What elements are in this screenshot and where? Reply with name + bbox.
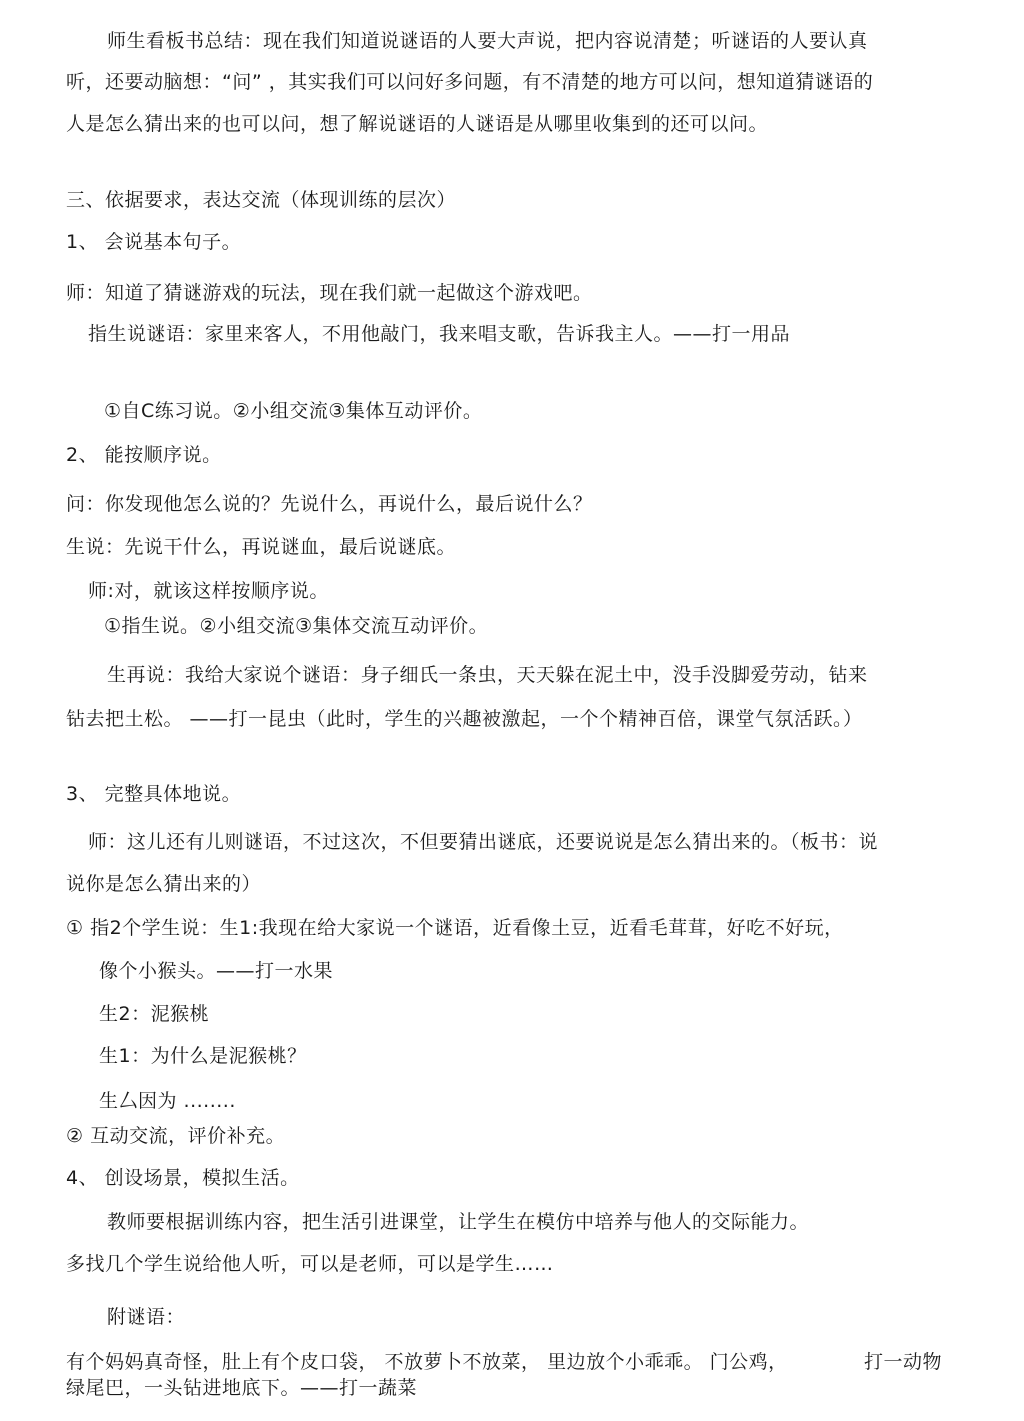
step-1-heading: 1、 会说基本句子。 [66,231,242,253]
summary-line-2: 听，还要动脑想：“问” ，其实我们可以问好多问题，有不清楚的地方可以问，想知道猜谜语的 [66,71,874,93]
summary-line-1: 师生看板书总结：现在我们知道说谜语的人要大声说，把内容说清楚；听谜语的人要认真 [107,30,868,52]
step-4-heading: 4、 创设场景，模拟生活。 [66,1167,300,1189]
question-line: 问：你发现他怎么说的？先说什么，再说什么，最后说什么？ [66,493,593,515]
teacher-line-3b: 说你是怎么猜出来的） [66,873,262,895]
item-1-line-a: ① 指2个学生说：生1:我现在给大家说一个谜语，近看像土豆，近看毛茸茸，好吃不好玩， [66,917,844,939]
student-answer: 生说：先说干什么，再说谜血，最后说谜底。 [66,536,457,558]
student-again-line-2: 钻去把土松。 ——打一昆虫（此时，学生的兴趣被激起，一个个精神百倍，课堂气氛活跃。） [66,708,863,730]
riddle-line-b: 绿尾巴，一头钻进地底下。——打一蔬菜 [66,1377,418,1399]
practice-line-2: ①指生说。②小组交流③集体交流互动评价。 [104,615,489,637]
step-2-heading: 2、 能按顺序说。 [66,444,222,466]
student-2-line: 生2：泥猴桃 [99,1003,210,1025]
item-2-line: ② 互动交流，评价补充。 [66,1125,286,1147]
teacher-line-2: 师:对，就该这样按顺序说。 [88,580,329,602]
student-again-line-1: 生再说：我给大家说个谜语：身子细氏一条虫，天天躲在泥土中，没手没脚爱劳动，钻来 [107,664,868,686]
summary-line-3: 人是怎么猜出来的也可以问，想了解说谜语的人谜语是从哪里收集到的还可以问。 [66,113,769,135]
more-students-line: 多找几个学生说给他人听，可以是老师，可以是学生…… [66,1253,554,1275]
teacher-line-4: 教师要根据训练内容，把生活引进课堂，让学生在模仿中培养与他人的交际能力。 [107,1211,810,1233]
practice-line-1: ①自C练习说。②小组交流③集体互动评价。 [104,400,483,422]
appendix-heading: 附谜语： [107,1306,186,1328]
section-3-heading: 三、依据要求，表达交流（体现训练的层次） [66,189,457,211]
riddle-line-a: 有个妈妈真奇怪，肚上有个皮口袋， 不放萝卜不放菜， 里边放个小乖乖。 门公鸡， [66,1351,788,1373]
item-1-line-b: 像个小猴头。——打一水果 [99,960,334,982]
teacher-line-1: 师：知道了猜谜游戏的玩法，现在我们就一起做这个游戏吧。 [66,282,593,304]
riddle-prompt: 指生说谜语：家里来客人，不用他敲门，我来唱支歌，告诉我主人。——打一用品 [88,323,791,345]
riddle-a-answer: 打一动物 [864,1351,943,1373]
step-3-heading: 3、 完整具体地说。 [66,783,242,805]
student-1-line: 生1：为什么是泥猴桃？ [99,1045,307,1067]
student-because-line: 生厶因为 ........ [99,1090,236,1112]
teacher-line-3a: 师：这儿还有儿则谜语，不过这次，不但要猜出谜底，还要说说是怎么猜出来的。（板书：说 [88,831,879,853]
